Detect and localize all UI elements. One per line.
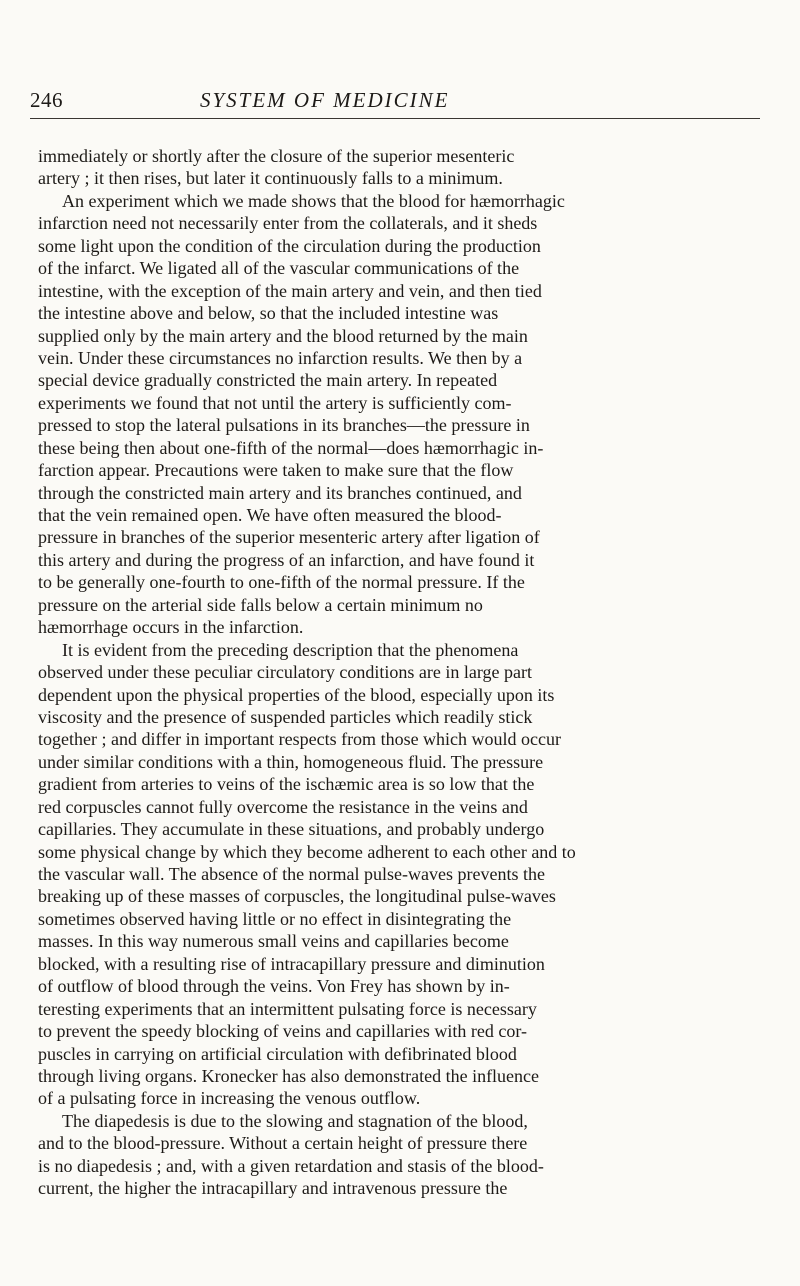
paragraph-start-line: It is evident from the preceding description that the phenomena [62,639,519,660]
text-line: farction appear. Precautions were taken to make sure that the flow [38,460,514,481]
text-line: special device gradually constricted the main artery. In repeated [38,370,498,391]
header-rule [30,118,760,119]
paragraph-start-line: The diapedesis is due to the slowing and stagnation of the blood, [62,1110,528,1131]
text-line: experiments we found that not until the artery is sufficiently com- [38,392,512,413]
text-line: the vascular wall. The absence of the normal pulse-waves prevents the [38,864,545,884]
text-line: of the infarct. We ligated all of the vascular communications of the [38,258,520,279]
text-line: capillaries. They accumulate in these situations, and probably undergo [38,819,545,840]
text-line: immediately or shortly after the closure of the superior mesenteric [38,146,515,166]
text-line: breaking up of these masses of corpuscles, the longitudinal pulse-waves [38,886,556,907]
text-line: intestine, with the exception of the main artery and vein, and then tied [38,280,542,301]
paragraph-start-line: An experiment which we made shows that the blood for hæmorrhagic [62,190,565,211]
text-line: the intestine above and below, so that the included intestine was [38,303,499,324]
text-line: under similar conditions with a thin, homogeneous fluid. The pressure [38,751,544,772]
text-line: this artery and during the progress of an infarction, and have found it [38,549,535,570]
text-line: and to the blood-pressure. Without a certain height of pressure there [38,1133,528,1154]
text-line: through the constricted main artery and its branches continued, and [38,482,522,503]
text-line: to prevent the speedy blocking of veins and capillaries with red cor- [38,1021,527,1042]
text-line: puscles in carrying on artificial circulation with defibrinated blood [38,1043,517,1064]
text-line: some physical change by which they become adherent to each other and to [38,841,576,862]
page-number: 246 [30,88,63,112]
page-header [30,86,760,120]
text-line: infarction need not necessarily enter from the collaterals, and it sheds [38,213,538,234]
text-line: dependent upon the physical properties of the blood, especially upon its [38,684,555,705]
text-line: artery ; it then rises, but later it continuously falls to a minimum. [38,168,503,189]
text-line: blocked, with a resulting rise of intracapillary pressure and diminution [38,953,545,974]
text-line: of outflow of blood through the veins. Von Frey has shown by in- [38,976,510,997]
text-line: some light upon the condition of the circulation during the production [38,235,541,256]
text-line: pressure in branches of the superior mesenteric artery after ligation of [38,527,540,548]
text-line: sometimes observed having little or no effect in disintegrating the [38,908,512,929]
text-line: together ; and differ in important respects from those which would occur [38,729,562,750]
text-line: is no diapedesis ; and, with a given retardation and stasis of the blood- [38,1155,544,1176]
text-line: to be generally one-fourth to one-fifth of the normal pressure. If the [38,572,525,593]
text-line: hæmorrhage occurs in the infarction. [38,617,304,638]
text-line: through living organs. Kronecker has also demonstrated the influence [38,1065,540,1086]
text-line: pressed to stop the lateral pulsations in its branches—the pressure in [38,415,530,436]
text-line: viscosity and the presence of suspended particles which readily stick [38,706,533,727]
text-line: red corpuscles cannot fully overcome the resistance in the veins and [38,796,528,817]
text-line: vein. Under these circumstances no infarction results. We then by a [38,347,523,368]
text-line: supplied only by the main artery and the blood returned by the main [38,325,528,346]
text-line: teresting experiments that an intermittent pulsating force is necessary [38,998,537,1019]
text-line: these being then about one-fifth of the normal—does hæmorrhagic in- [38,437,544,458]
text-line: current, the higher the intracapillary and intravenous pressure the [38,1178,508,1199]
body-text [38,145,760,1200]
text-line: pressure on the arterial side falls below a certain minimum no [38,594,483,615]
text-line: that the vein remained open. We have often measured the blood- [38,505,502,525]
text-line: gradient from arteries to veins of the ischæmic area is so low that the [38,774,535,795]
text-line: observed under these peculiar circulatory conditions are in large part [38,662,532,683]
text-line: masses. In this way numerous small veins and capillaries become [38,931,509,952]
running-head: SYSTEM OF MEDICINE [200,88,450,112]
text-line: of a pulsating force in increasing the venous outflow. [38,1088,421,1109]
